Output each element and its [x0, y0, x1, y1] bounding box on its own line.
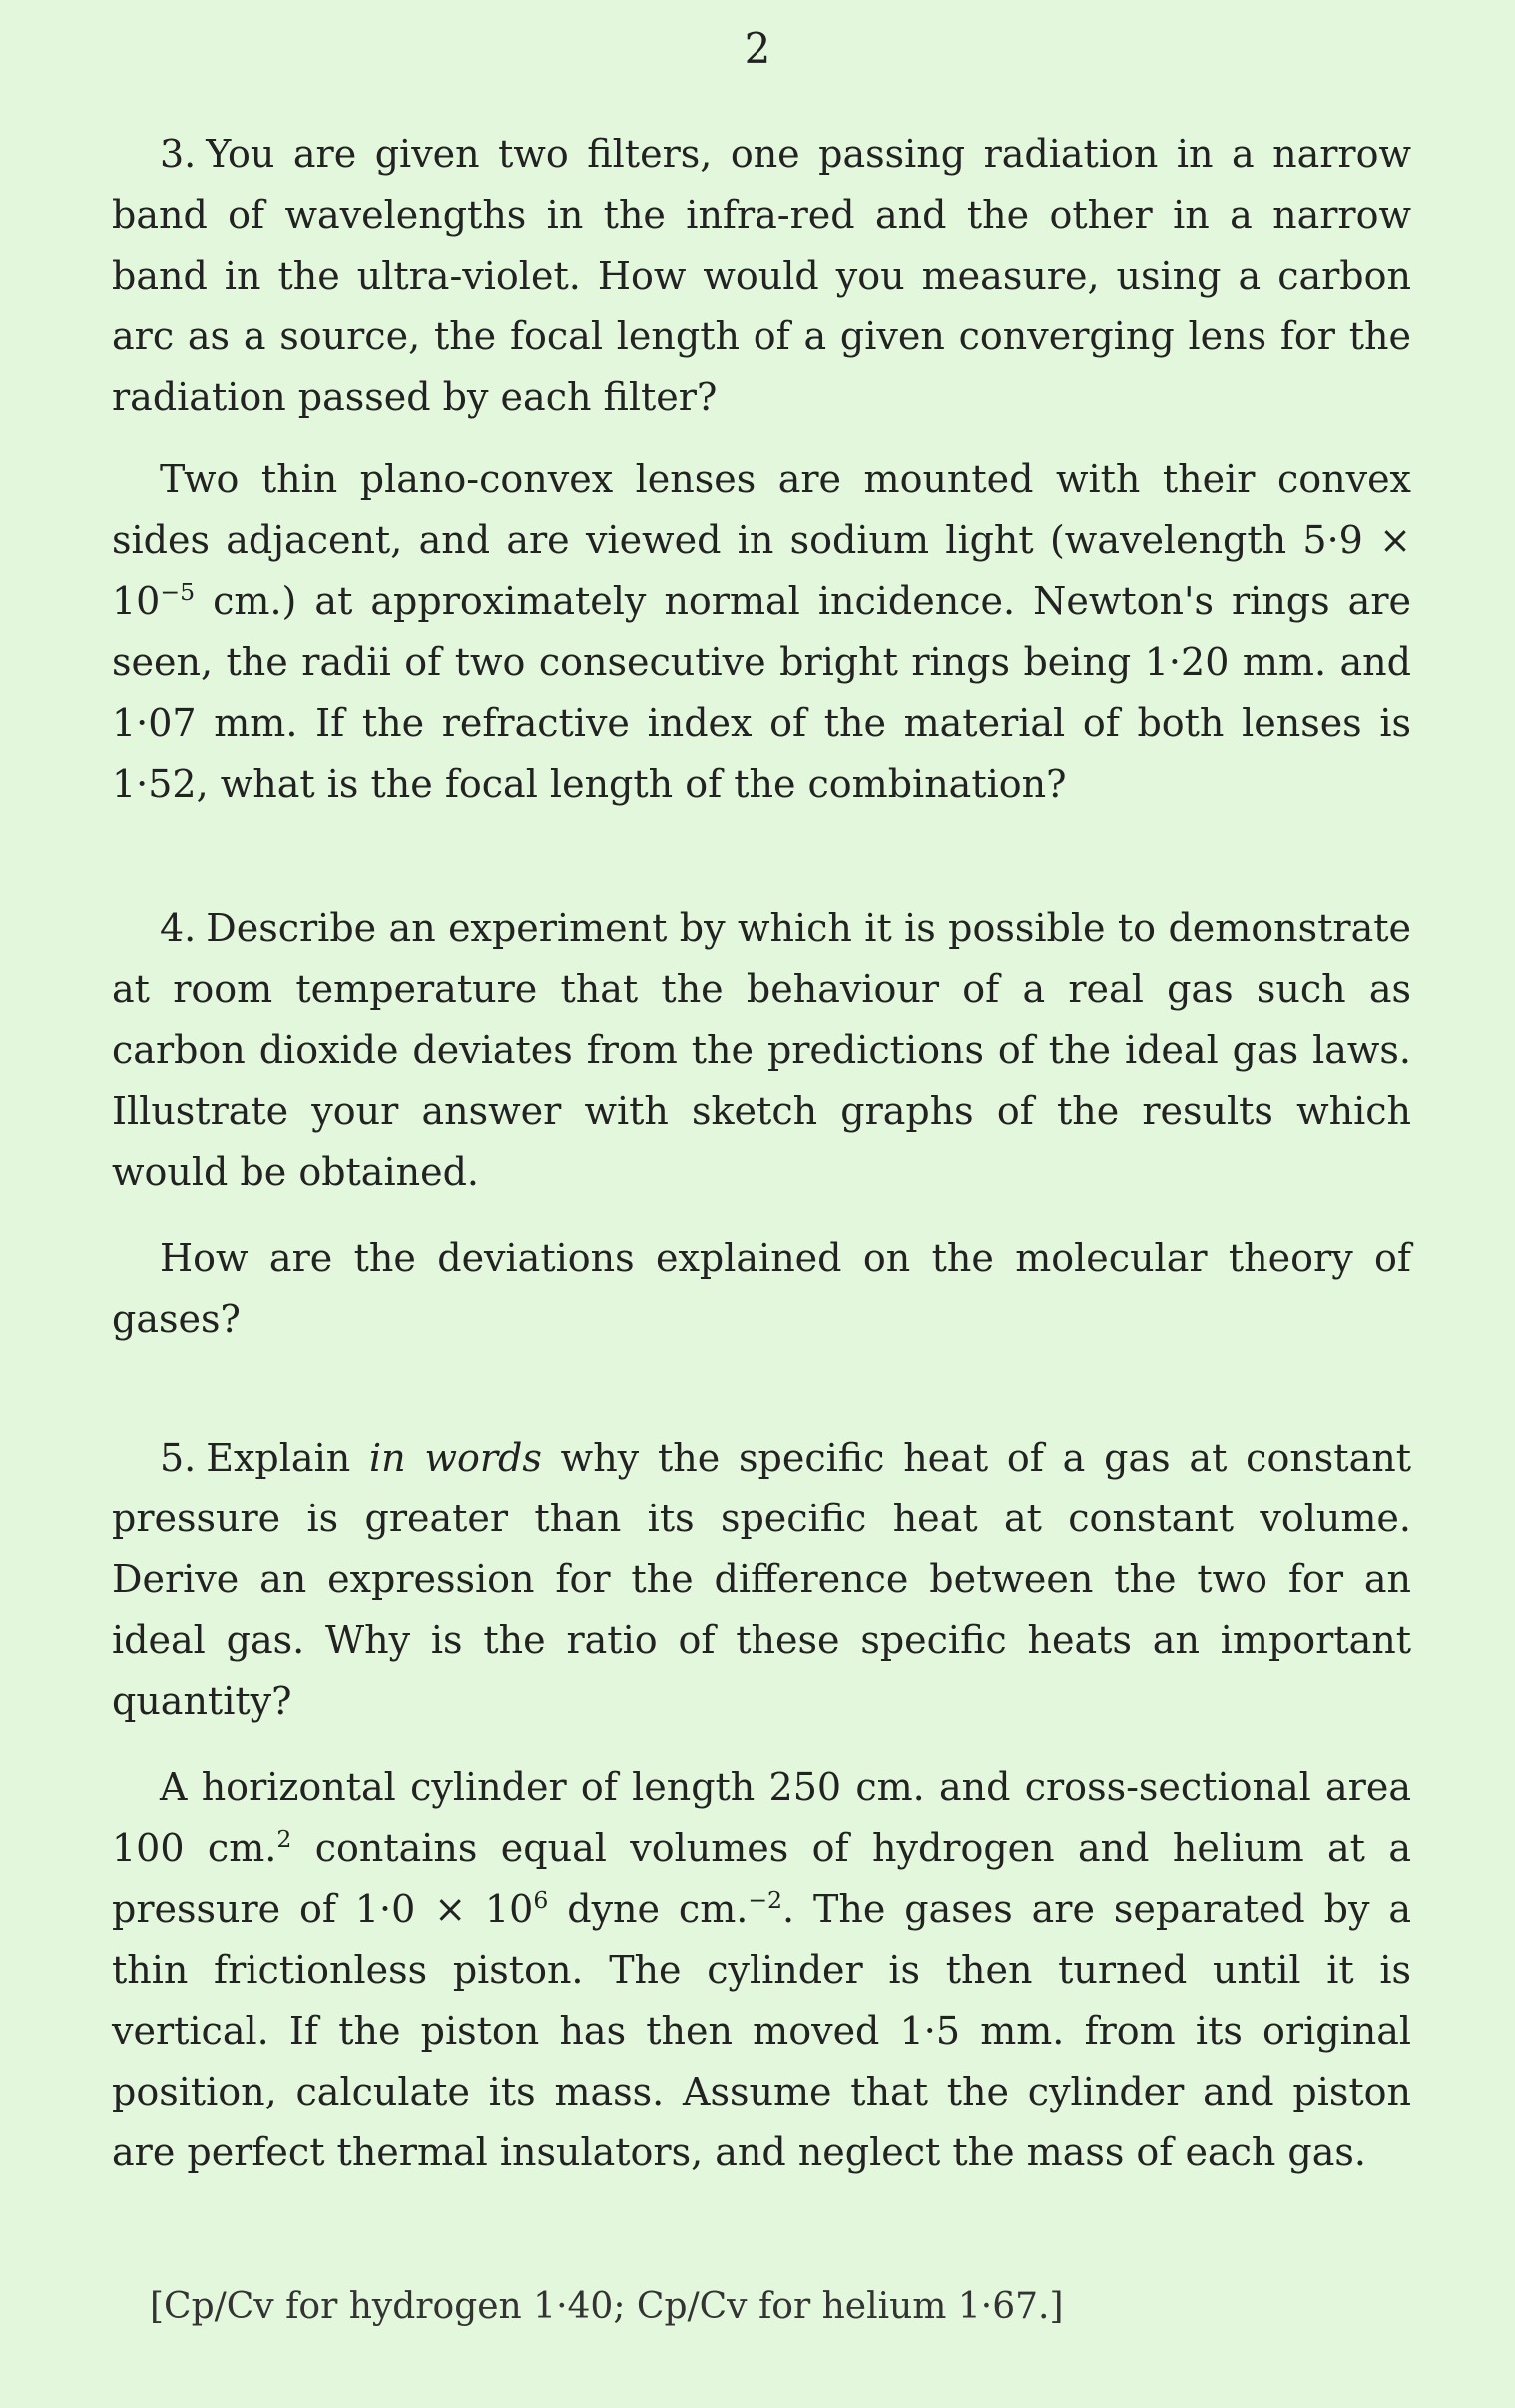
specific-heat-ratio-note: [Cp/Cv for hydrogen 1·40; Cp/Cv for helium 1·67.]	[150, 2286, 1064, 2327]
question-4-paragraph-2	[112, 1228, 1411, 1350]
question-4-followup-text: How are the deviations explained on the molecular theory of gases?	[112, 1236, 1411, 1341]
question-3-paragraph-1	[112, 124, 1411, 428]
question-5-emphasis: in words	[369, 1436, 542, 1480]
page-number: 2	[744, 24, 771, 73]
question-4-number: 4.	[160, 906, 197, 950]
question-5-text-part-2: why the specific heat of a gas at constant pressure is greater than its specific heat at constant volume. Derive an expression for the difference between the two for an ideal gas. Why is the ratio of these specific heats an important quantity?	[112, 1436, 1411, 1723]
question-5-text-part-1: Explain	[206, 1436, 370, 1480]
question-5-paragraph-1	[112, 1428, 1411, 1732]
question-3-text-part-2: cm.) at approximately normal incidence. Newton's rings are seen, the radii of two consecutive bright rings being 1·20 mm. and 1·07 mm. If the refractive index of the material of both lenses is 1·52, what is the focal length of the combination?	[112, 579, 1411, 806]
question-5-number: 5.	[160, 1436, 197, 1480]
unit-exponent: −2	[748, 1885, 783, 1914]
question-5-paragraph-2	[112, 1757, 1411, 2183]
pressure-exponent: 6	[533, 1885, 549, 1914]
question-5-problem-part-2: contains equal volumes of hydrogen and helium at a pressure of 1·0 × 10	[112, 1826, 1411, 1931]
question-4-text: Describe an experiment by which it is possible to demonstrate at room temperature that the behaviour of a real gas such as carbon dioxide deviates from the predictions of the ideal gas laws. Illustrate your answer with sketch graphs of the results which would be obtained.	[112, 906, 1411, 1194]
wavelength-exponent: −5	[160, 577, 196, 606]
question-5-problem-part-4: . The gases are separated by a thin frictionless piston. The cylinder is then turned until it is vertical. If the piston has then moved 1·5 mm. from its original position, calculate its mass. Assume that the cylinder and piston are perfect thermal insulators, and neglect the mass of each gas.	[112, 1887, 1412, 2174]
question-3-number: 3.	[160, 132, 197, 176]
question-5-problem-part-1: A horizontal cylinder of length 250 cm. and cross-sectional area 100 cm.	[112, 1765, 1411, 1870]
question-3-paragraph-2	[112, 449, 1411, 815]
question-3-text-part-1: Two thin plano-convex lenses are mounted with their convex sides adjacent, and are viewed in sodium light (wavelength 5·9 × 10	[112, 457, 1411, 623]
question-3-text: You are given two filters, one passing radiation in a narrow band of wavelengths in the infra-red and the other in a narrow band in the ultra-violet. How would you measure, using a carbon arc as a source, the focal length of a given converging lens for the radiation passed by each filter?	[112, 132, 1411, 419]
question-5-problem-part-3: dyne cm.	[548, 1887, 749, 1931]
question-4-paragraph-1	[112, 899, 1411, 1203]
area-exponent: 2	[276, 1824, 292, 1853]
